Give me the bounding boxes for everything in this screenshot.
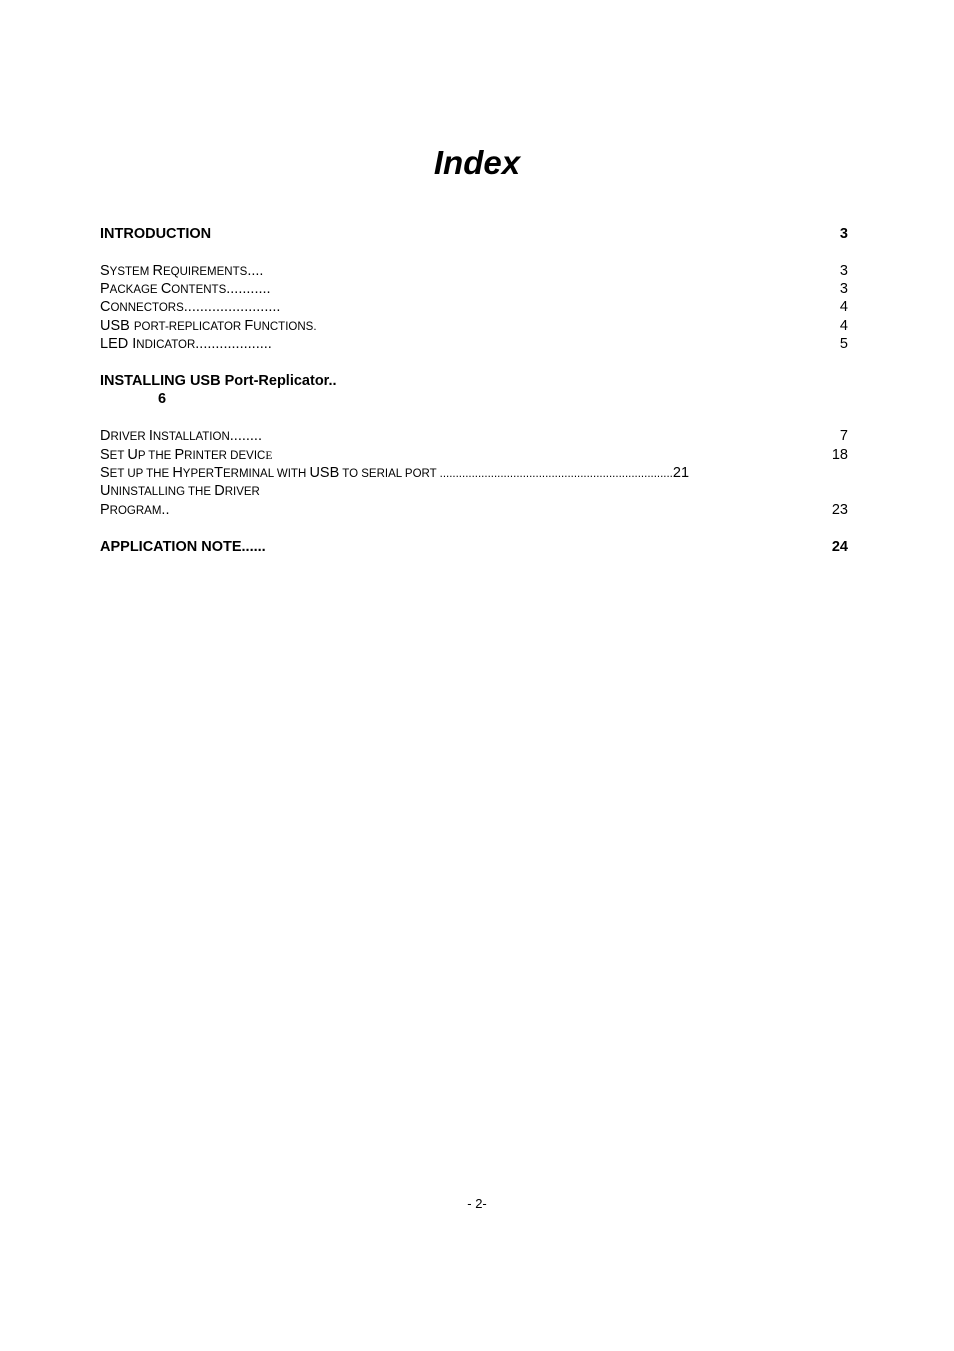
label-part: R: [152, 263, 163, 279]
leader-dots: ........: [229, 428, 262, 444]
leader-dots: .: [313, 321, 317, 333]
toc-entry-label: [100, 317, 317, 336]
page-number-footer: - 2-: [467, 1196, 487, 1211]
toc-entry-application-note[interactable]: [100, 538, 848, 556]
toc-entry-page: 5: [839, 336, 848, 352]
toc-entry-page: 7: [839, 428, 848, 444]
leader-dots: .........................................................................: [439, 468, 673, 480]
label-part: S: [100, 447, 110, 463]
toc-entry-label: [100, 482, 260, 501]
label-part: U: [100, 483, 111, 499]
toc-entry-installing-page-line: [100, 390, 848, 408]
label-part: ONNECTORS: [110, 302, 184, 314]
toc-entry-printer-device[interactable]: [100, 446, 848, 464]
toc-entry-page: 21: [672, 465, 690, 481]
leader-dots: ...........: [226, 281, 271, 297]
label-part: C: [100, 299, 111, 315]
toc-entry-page: 6: [158, 391, 167, 407]
label-part: T: [214, 465, 223, 481]
toc-entry-system-requirements[interactable]: [100, 262, 848, 280]
label-part: D: [214, 483, 225, 499]
toc-entry-label: [100, 501, 169, 520]
label-part: RINTER DEVIC: [184, 450, 266, 462]
toc-entry-page: 3: [839, 226, 848, 242]
label-part: ROGRAM: [109, 505, 162, 517]
label-part: D: [100, 428, 111, 444]
label-part: P THE: [137, 450, 175, 462]
toc-entry-usb-functions[interactable]: [100, 317, 848, 335]
label-part: PORT-REPLICATOR: [133, 321, 245, 333]
label-part: RIVER: [224, 486, 260, 498]
label-part: LED I: [100, 336, 137, 352]
toc-entry-installing[interactable]: [100, 372, 848, 390]
label-part: USB: [309, 465, 340, 481]
toc-entry-page: 3: [839, 263, 848, 279]
leader-dots: ....: [247, 263, 264, 279]
label-part: EQUIREMENTS: [162, 266, 248, 278]
label-part: F: [244, 318, 254, 334]
label-part: I: [148, 428, 153, 444]
toc-entry-label: APPLICATION NOTE......: [100, 539, 266, 555]
toc-entry-page: 23: [831, 502, 848, 518]
label-part: ERMINAL WITH: [222, 468, 310, 480]
toc-entry-label: [100, 280, 271, 299]
label-part: P: [100, 281, 110, 297]
toc-entry-label: [100, 464, 689, 483]
toc-entry-page: 4: [839, 299, 848, 315]
toc-entry-driver-installation[interactable]: [100, 427, 848, 445]
toc-entry-page: 24: [831, 539, 848, 555]
leader-dots: ..: [161, 502, 170, 518]
toc-entry-page: 4: [839, 318, 848, 334]
label-part: S: [100, 263, 110, 279]
label-part: YPER: [182, 468, 215, 480]
toc-entry-page: 3: [839, 281, 848, 297]
toc-entry-label: INTRODUCTION: [100, 226, 212, 242]
toc-entry-introduction[interactable]: [100, 225, 848, 243]
toc-entry-package-contents[interactable]: [100, 280, 848, 298]
label-part: ET UP THE: [109, 468, 173, 480]
toc-entry-connectors[interactable]: [100, 298, 848, 316]
toc-entry-label: [100, 446, 272, 465]
toc-entry-uninstalling[interactable]: [100, 482, 848, 500]
leader-dots: ...................: [195, 336, 272, 352]
label-part: NSTALLATION: [152, 431, 230, 443]
label-part: TO SERIAL PORT: [339, 468, 440, 480]
label-part: ONTENTS: [171, 284, 227, 296]
label-part: RIVER: [110, 431, 149, 443]
label-part: C: [160, 281, 172, 297]
toc-entry-led-indicator[interactable]: [100, 335, 848, 353]
label-part: S: [100, 465, 110, 481]
toc-entry-hyperterminal[interactable]: [100, 464, 848, 482]
label-part: YSTEM: [109, 266, 153, 278]
label-part: USB: [100, 318, 134, 334]
leader-dots: ........................: [183, 299, 281, 315]
toc-entry-label: [100, 427, 262, 446]
label-part: NDICATOR: [136, 339, 196, 351]
toc-entry-page: 18: [831, 447, 848, 463]
toc-entry-label: [100, 335, 272, 354]
label-part: UNCTIONS: [253, 321, 314, 333]
label-part: ET: [109, 450, 128, 462]
label-part: U: [127, 447, 138, 463]
label-part: E: [265, 450, 273, 462]
toc-entry-label: [100, 298, 280, 317]
toc-entry-label: [100, 262, 263, 281]
label-part: P: [174, 447, 185, 463]
label-part: P: [100, 502, 110, 518]
label-part: NINSTALLING THE: [110, 486, 215, 498]
label-part: H: [172, 465, 183, 481]
label-part: ACKAGE: [109, 284, 161, 296]
toc-entry-label: INSTALLING USB Port-Replicator..: [100, 373, 337, 389]
page-title: Index: [433, 144, 521, 181]
toc-entry-program[interactable]: [100, 501, 848, 519]
